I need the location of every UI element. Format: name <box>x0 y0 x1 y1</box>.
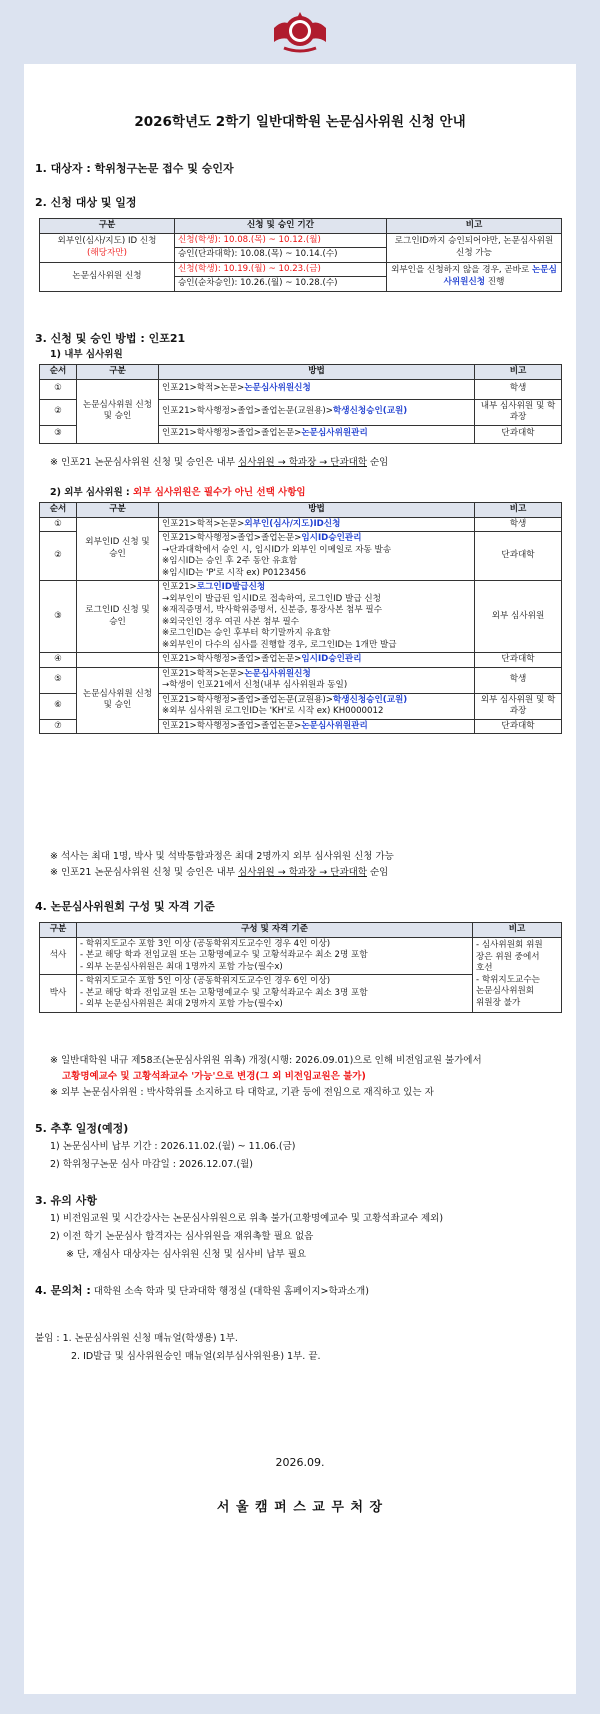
method-detail: ※외부 심사위원 로그인ID는 'KH'로 시작 ex) KH0000012 <box>162 706 384 716</box>
menu-path: 인포21> <box>162 582 197 592</box>
table-header: 비고 <box>475 365 562 380</box>
subheading-text: 2) 외부 심사위원 : <box>50 487 134 498</box>
menu-path: 인포21>학사행정>졸업>졸업논문(교원용)> <box>162 406 333 417</box>
method-detail: →단과대학에서 승인 시, 임시ID가 외부인 이메일로 자동 발송 <box>162 544 392 555</box>
internal-reviewer-table <box>39 364 562 444</box>
criteria-line: - 외부 논문심사위원은 최대 2명까지 포함 가능(필수x) <box>80 999 283 1009</box>
external-order-note <box>50 866 388 879</box>
section-2-heading: 2. 신청 대상 및 일정 <box>35 196 137 209</box>
schedule-fee: 1) 논문심사비 납부 기간 : 2026.11.02.(월) ~ 11.06.(금) <box>50 1141 296 1152</box>
note-line: 논문심사위원회 <box>476 986 535 996</box>
regulation-change: 고황명예교수 및 고황석좌교수 '가능'으로 변경(그 외 비전임교원은 불가) <box>62 1071 366 1082</box>
table-header: 구분 <box>77 365 159 380</box>
role-note: 단과대학 <box>475 425 562 443</box>
note-text: 외부인을 신청하지 않을 경우, 곧바로 <box>391 265 532 275</box>
caution-1: 1) 비전임교원 및 시간강사는 논문심사위원으로 위촉 불가(고황명예교수 및 고황석좌교수 제외) <box>50 1213 444 1224</box>
method-cell <box>159 653 475 668</box>
method-cell <box>159 379 475 399</box>
method-detail: →외부인이 발급된 임시ID로 접속하여, 로그인ID 발급 신청 <box>162 593 381 604</box>
note-highlight: 논문심사위원신청 <box>443 265 557 287</box>
committee-table <box>39 922 562 1013</box>
menu-highlight: 논문심사위원관리 <box>301 428 368 439</box>
schedule-header: 비고 <box>387 219 562 234</box>
step-number: ② <box>40 532 77 581</box>
note-underline: 심사위원 → 학과장 → 단과대학 <box>238 867 367 878</box>
criteria-line: - 본교 해당 학과 전임교원 또는 고황명예교수 및 고황석좌교수 최소 3명 포함 <box>80 987 368 998</box>
schedule-deadline: 2) 학위청구논문 심사 마감일 : 2026.12.07.(월) <box>50 1159 253 1170</box>
issue-date: 2026.09. <box>275 1456 325 1469</box>
section-1-heading: 1. 대상자 : 학위청구논문 접수 및 승인자 <box>35 162 234 175</box>
note-underline: 심사위원 → 학과장 → 단과대학 <box>238 457 367 468</box>
page-title: 2026학년도 2학기 일반대학원 논문심사위원 신청 안내 <box>134 114 466 130</box>
schedule-category <box>40 233 175 262</box>
degree-label: 박사 <box>40 975 77 1013</box>
contact-heading: 4. 문의처 : <box>35 1284 91 1297</box>
criteria-line: - 학위지도교수 포함 3인 이상 (공동학위지도교수인 경우 4인 이상) <box>80 938 331 949</box>
committee-note <box>473 937 562 1012</box>
table-header: 방법 <box>159 503 475 518</box>
caution-2: 2) 이전 학기 논문심사 합격자는 심사위원을 재위촉할 필요 없음 <box>50 1231 314 1242</box>
degree-label: 석사 <box>40 937 77 975</box>
method-cell <box>159 399 475 425</box>
step-number: ⑥ <box>40 693 77 719</box>
method-cell <box>159 581 475 653</box>
contact-line <box>35 1284 369 1298</box>
step-number: ① <box>40 517 77 532</box>
method-detail: ※외부인이 다수의 심사를 진행할 경우, 로그인ID는 1개만 발급 <box>162 639 397 650</box>
menu-path: 인포21>학사행정>졸업>졸업논문> <box>162 720 302 731</box>
schedule-category: 논문심사위원 신청 <box>40 262 175 291</box>
method-detail: ※임시ID는 'P'로 시작 ex) P0123456 <box>162 567 307 578</box>
menu-highlight: 임시ID승인관리 <box>301 654 362 664</box>
category-label: 외부인(심사/지도) ID 신청 <box>57 236 157 246</box>
method-detail: ※재직증명서, 박사학위증명서, 신분증, 통장사본 첨부 필수 <box>162 605 382 615</box>
criteria-line: - 본교 해당 학과 전임교원 또는 고황명예교수 및 고황석좌교수 최소 2명 포함 <box>80 950 368 960</box>
menu-path: 인포21>학적>논문> <box>162 668 245 679</box>
group-label: 논문심사위원 신청 및 승인 <box>77 667 159 734</box>
university-crest-icon <box>270 6 330 56</box>
contact-text: 대학원 소속 학과 및 단과대학 행정실 (대학원 홈페이지>학과소개) <box>90 1286 369 1297</box>
role-note: 외부 심사위원 <box>475 581 562 653</box>
note-line: - 심사위원회 위원 <box>476 940 543 950</box>
criteria-line: - 외부 논문심사위원은 최대 1명까지 포함 가능(필수x) <box>80 961 283 972</box>
note-line: 호선 <box>476 963 493 973</box>
schedule-header: 신청 및 승인 기간 <box>175 219 387 234</box>
menu-highlight: 학생신청승인(교원) <box>332 406 408 417</box>
menu-path: 인포21>학사행정>졸업>졸업논문> <box>162 654 302 664</box>
role-note: 학생 <box>475 667 562 693</box>
subheading-highlight: 외부 심사위원은 필수가 아닌 선택 사항임 <box>133 487 306 498</box>
note-text: ※ 인포21 논문심사위원 신청 및 승인은 내부 <box>50 867 239 878</box>
menu-path: 인포21>학사행정>졸업>졸업논문> <box>162 428 302 439</box>
role-note: 내부 심사위원 및 학과장 <box>475 399 562 425</box>
table-header: 순서 <box>40 503 77 518</box>
menu-highlight: 외부인(심사/지도)ID신청 <box>244 518 341 529</box>
section-3-heading: 3. 신청 및 승인 방법 : 인포21 <box>35 332 186 345</box>
step-number: ⑤ <box>40 667 77 693</box>
role-note: 학생 <box>475 517 562 532</box>
external-limit-note: ※ 석사는 최대 1명, 박사 및 석박통합과정은 최대 2명까지 외부 심사위원 신청 가능 <box>50 851 394 862</box>
menu-path: 인포21>학적>논문> <box>162 518 245 529</box>
external-reviewer-subheading <box>50 486 306 499</box>
section-4-heading: 4. 논문심사위원회 구성 및 자격 기준 <box>35 900 215 913</box>
method-detail: ※로그인ID는 승인 후부터 학기말까지 유효함 <box>162 628 331 638</box>
method-detail: →학생이 인포21에서 신청(내부 심사위원과 동일) <box>162 680 348 690</box>
internal-reviewer-subheading: 1) 내부 심사위원 <box>50 349 123 360</box>
table-header: 구분 <box>77 503 159 518</box>
schedule-period: 승인(단과대학): 10.08.(목) ~ 10.14.(수) <box>175 248 387 263</box>
menu-path: 인포21>학적>논문> <box>162 383 245 394</box>
method-cell <box>159 517 475 532</box>
method-cell <box>159 693 475 719</box>
signer: 서 울 캠 퍼 스 교 무 처 장 <box>216 1500 384 1515</box>
step-number: ⑦ <box>40 719 77 734</box>
attachment-1: 붙임 : 1. 논문심사위원 신청 매뉴얼(학생용) 1부. <box>35 1333 238 1344</box>
criteria-cell <box>77 937 473 975</box>
step-number: ④ <box>40 653 77 668</box>
group-label: 외부인ID 신청 및 승인 <box>77 517 159 581</box>
note-line: - 학위지도교수는 <box>476 974 540 985</box>
note-line: 장은 위원 중에서 <box>476 951 540 962</box>
step-number: ① <box>40 379 77 399</box>
table-header: 구분 <box>40 923 77 938</box>
table-header: 비고 <box>473 923 562 938</box>
schedule-note: 로그인ID까지 승인되어야만, 논문심사위원 신청 가능 <box>387 233 562 262</box>
step-number: ③ <box>40 581 77 653</box>
external-definition-note: ※ 외부 논문심사위원 : 박사학위를 소지하고 타 대학교, 기관 등에 전임으로 재직하고 있는 자 <box>50 1087 434 1098</box>
group-label: 로그인ID 신청 및 승인 <box>77 581 159 653</box>
category-note: (해당자만) <box>87 247 127 258</box>
note-text: ※ 인포21 논문심사위원 신청 및 승인은 내부 <box>50 457 239 468</box>
table-header: 구성 및 자격 기준 <box>77 923 473 938</box>
menu-highlight: 학생신청승인(교원) <box>332 694 408 705</box>
section-6-heading: 3. 유의 사항 <box>35 1194 97 1207</box>
menu-path: 인포21>학사행정>졸업>졸업논문> <box>162 533 302 543</box>
menu-highlight: 임시ID승인관리 <box>301 533 362 543</box>
menu-highlight: 로그인ID발급신청 <box>196 582 266 592</box>
menu-highlight: 논문심사위원관리 <box>301 720 368 731</box>
criteria-line: - 학위지도교수 포함 5인 이상 (공동학위지도교수인 경우 6인 이상) <box>80 976 331 986</box>
group-label: 논문심사위원 신청 및 승인 <box>77 379 159 443</box>
method-cell <box>159 425 475 443</box>
note-text: 진행 <box>485 276 505 287</box>
group-label-empty <box>77 653 159 668</box>
internal-order-note <box>50 456 388 469</box>
method-detail: ※외국인인 경우 여권 사본 첨부 필수 <box>162 616 300 627</box>
method-cell <box>159 532 475 581</box>
schedule-period: 승인(순차승인): 10.26.(월) ~ 10.28.(수) <box>175 277 387 292</box>
note-line: 위원장 불가 <box>476 997 521 1008</box>
table-header: 방법 <box>159 365 475 380</box>
menu-highlight: 논문심사위원신청 <box>244 383 311 394</box>
schedule-note <box>387 262 562 291</box>
step-number: ② <box>40 399 77 425</box>
schedule-period: 신청(학생): 10.08.(목) ~ 10.12.(월) <box>175 233 387 248</box>
note-text: 순임 <box>366 867 389 878</box>
section-5-heading: 5. 추후 일정(예정) <box>35 1122 129 1135</box>
role-note: 단과대학 <box>475 532 562 581</box>
table-header: 순서 <box>40 365 77 380</box>
schedule-header: 구분 <box>40 219 175 234</box>
attachment-2: 2. ID발급 및 심사위원승인 매뉴얼(외부심사위원용) 1부. 끝. <box>71 1351 321 1362</box>
role-note: 학생 <box>475 379 562 399</box>
table-header: 비고 <box>475 503 562 518</box>
criteria-cell <box>77 975 473 1013</box>
caution-3: ※ 단, 재심사 대상자는 심사위원 신청 및 심사비 납부 필요 <box>66 1249 307 1260</box>
role-note: 단과대학 <box>475 653 562 668</box>
step-number: ③ <box>40 425 77 443</box>
schedule-period: 신청(학생): 10.19.(월) ~ 10.23.(금) <box>175 262 387 277</box>
note-text: 순임 <box>366 457 389 468</box>
method-cell <box>159 719 475 734</box>
method-detail: ※임시ID는 승인 후 2주 동안 유효함 <box>162 556 298 566</box>
role-note: 단과대학 <box>475 719 562 734</box>
menu-path: 인포21>학사행정>졸업>졸업논문(교원용)> <box>162 694 333 705</box>
schedule-table <box>39 218 562 292</box>
external-reviewer-table <box>39 502 562 734</box>
method-cell <box>159 667 475 693</box>
regulation-note: ※ 일반대학원 내규 제58조(논문심사위원 위촉) 개정(시행: 2026.09.01)으로 인해 비전임교원 불가에서 <box>50 1055 482 1066</box>
notice-document <box>24 64 576 1694</box>
role-note: 외부 심사위원 및 학과장 <box>475 693 562 719</box>
menu-highlight: 논문심사위원신청 <box>244 668 311 679</box>
